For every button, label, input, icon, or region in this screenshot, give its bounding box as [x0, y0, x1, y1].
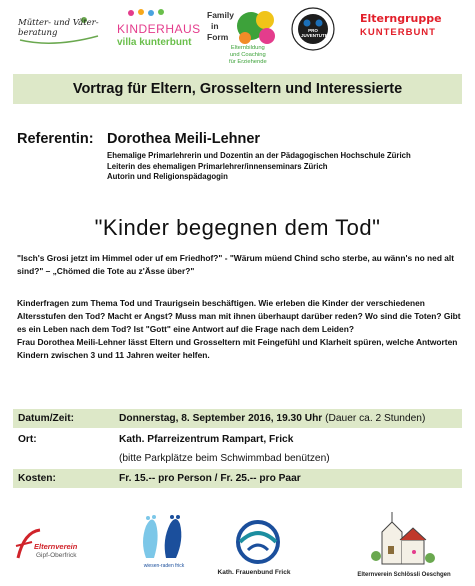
family-word-2: in	[211, 21, 219, 31]
date-label: Datum/Zeit:	[18, 413, 75, 424]
frauenbund-emblem-icon	[232, 520, 284, 564]
family-circles-icon	[231, 8, 281, 46]
logo-family-in-form	[207, 6, 287, 68]
speaker-credential: Leiterin des ehemaligen Primarlehrer/innenseminars Zürich	[107, 161, 328, 171]
talk-description: Kinderfragen zum Thema Tod und Traurigsein beschäftigen. Wie erleben die Kinder der verschiedenen Altersstufen den Tod? Macht er Angst? Muss man mit ihnen überhaupt darüber reden? Wo sind die Toten? Gibt es ein Leben nach dem Tod? Ist "Gott" eine Antwort auf die Frage nach dem Leiden? Frau Dorothea Meili-Lehner lässt Eltern und Grosseltern mit Feingefühl und Klarheit spüren, welche Antworten Kindern zwischen 3 und 11 Jahren weiter helfen.	[17, 298, 461, 360]
pro-juventute-text: PRO JUVENTUTE	[301, 28, 328, 38]
speaker-credentials	[107, 151, 457, 183]
duration-note: (Dauer ca. 2 Stunden)	[322, 413, 426, 424]
wr-caption: wiesen-raden frick	[143, 563, 185, 569]
cost-label: Kosten:	[18, 473, 56, 484]
elterngruppe-subtitle: KUNTERBUNT	[360, 27, 436, 38]
kinderhaus-title: KINDERHAUS	[117, 22, 201, 36]
logo-wiesen-raden	[134, 512, 194, 574]
es-caption: Elternverein Schlössli Oeschgen	[357, 572, 451, 578]
footprints-icon	[136, 512, 192, 560]
logo-frauenbund-frick	[200, 520, 308, 584]
date-value-group	[119, 413, 425, 424]
speaker-credential: Ehemalige Primarlehrerin und Dozentin an der Pädagogischen Hochschule Zürich	[107, 151, 411, 160]
kinderhaus-subtitle: villa kunterbunt	[117, 37, 192, 48]
speaker-name: Dorothea Meili-Lehner	[107, 131, 261, 147]
speaker-label: Referentin:	[17, 131, 94, 147]
place-value: Kath. Pfarreizentrum Rampart, Frick	[119, 434, 294, 445]
logo-pro-juventute	[290, 6, 336, 52]
ev-title: Elternverein	[34, 542, 78, 551]
logo-kinderhaus	[115, 8, 205, 52]
logo-muetter-vaeter-beratung	[14, 12, 104, 52]
castle-illustration-icon	[368, 508, 438, 566]
family-subtitle: Elternbildung und Coaching für Erziehende	[229, 45, 267, 65]
mv-logo-text: Mütter- und Väter- beratung	[18, 18, 99, 38]
event-type-banner	[13, 74, 462, 104]
elterngruppe-title: Elterngruppe	[360, 12, 442, 25]
talk-title: "Kinder begegnen dem Tod"	[94, 215, 381, 240]
family-word-3: Form	[207, 32, 229, 42]
logo-elternverein-gipf-oberfrick	[14, 528, 104, 568]
family-word-1: Family	[207, 10, 234, 20]
place-label: Ort:	[18, 434, 37, 445]
fb-caption: Kath. Frauenbund Frick	[217, 569, 291, 576]
logo-elternverein-schloessli-oeschgen	[340, 508, 468, 584]
ev-subtitle: Gipf-Oberfrick	[36, 552, 77, 559]
date-value: Donnerstag, 8. September 2016, 19.30 Uhr	[119, 413, 323, 424]
children-quotes: "Isch's Grosi jetzt im Himmel oder uf em Friedhof?" - "Wärum müend Chind scho sterbe, au wänn's no ned alt sind?" – „Chömed die Tote au z'Ässe über?"	[17, 253, 455, 276]
event-type-title: Vortrag für Eltern, Grosseltern und Interessierte	[72, 81, 403, 97]
parking-note: (bitte Parkplätze beim Schwimmbad benützen)	[119, 453, 330, 464]
speaker-credential: Autorin und Religionspädagogin	[107, 172, 228, 181]
cost-value: Fr. 15.-- pro Person / Fr. 25.-- pro Paar	[119, 473, 301, 484]
logo-elterngruppe-kunterbunt	[360, 12, 460, 48]
